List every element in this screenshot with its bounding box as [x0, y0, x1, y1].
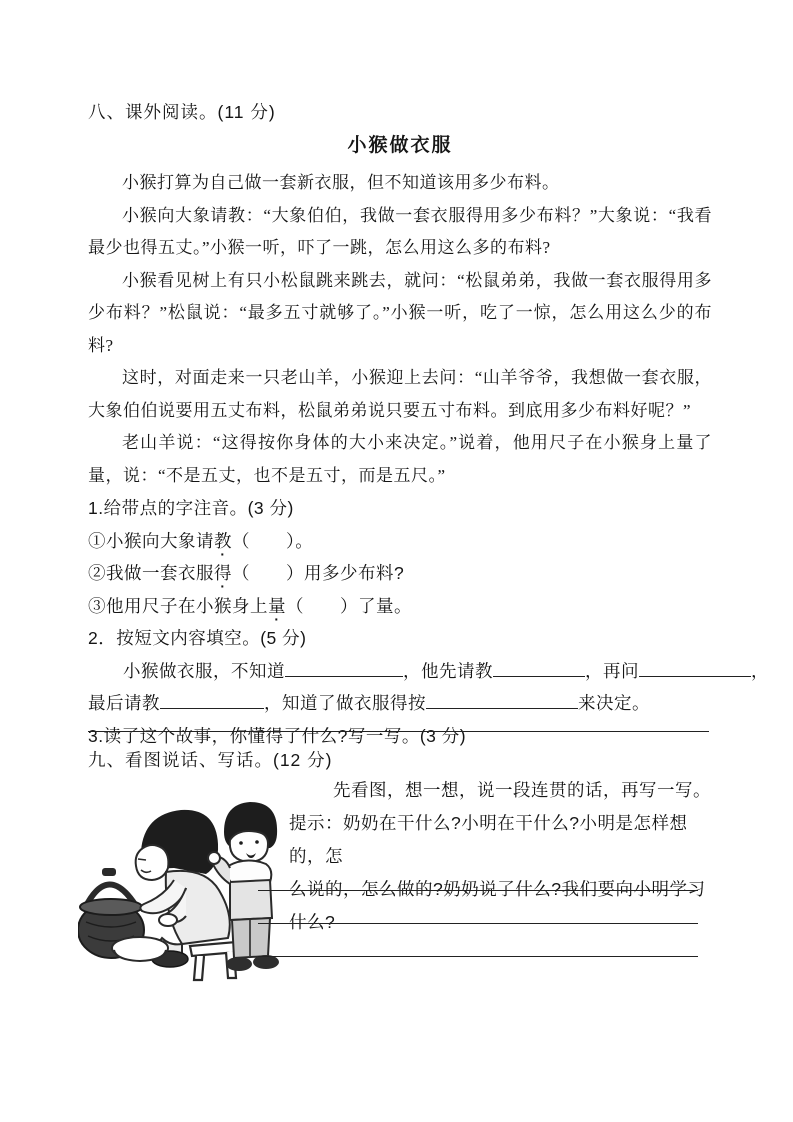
q1-item-text: （ ）了量。: [286, 595, 412, 616]
story-paragraph: 小猴打算为自己做一套新衣服，但不知道该用多少布料。: [122, 173, 560, 192]
q1-item-text: ②我做一套衣服: [88, 563, 214, 583]
story-paragraph: 小猴看见树上有只小松鼠跳来跳去，就问：“松鼠弟弟，我做一套衣服得用多少布料？”松鼠说：“最多五寸就够了。”小猴一听，吃了一惊，怎么用这么少的布料?: [88, 270, 712, 355]
grandma-face: [136, 845, 169, 880]
basket-grip: [102, 868, 116, 876]
illustration-grandma-and-boy: [78, 796, 290, 988]
story-title: 小猴做衣服: [347, 135, 453, 156]
fill-blank: [426, 691, 578, 710]
boy-eye-left: [239, 841, 243, 845]
q2-text: ，他先请教: [403, 660, 493, 681]
q2-text: 小猴做衣服，不知道: [123, 660, 285, 681]
q1-item-text: ①小猴向大象请: [88, 530, 214, 551]
section-9-intro: 先看图，想一想，说一段连贯的话，再写一写。: [333, 780, 711, 800]
writing-line: [258, 890, 698, 891]
q1-dotted-char: 教: [214, 530, 232, 551]
boy-hand: [208, 852, 220, 864]
section-8: [88, 97, 769, 752]
fill-blank: [493, 658, 585, 677]
writing-line: [258, 956, 698, 957]
section-9-hint-line1: 提示：奶奶在干什么?小明在干什么?小明是怎样想的，怎: [289, 813, 688, 866]
q1-item-text: （ ）用多少布料?: [232, 563, 405, 583]
q1-item-text: ③他用尺子在小猴身上: [88, 595, 268, 616]
grandma-eye: [138, 859, 146, 860]
question-3-heading: 3.读了这个故事，你懂得了什么?写一写。(3 分): [88, 725, 467, 746]
answer-line-q3: [88, 731, 709, 732]
section-9-instructions: [289, 774, 715, 939]
fill-blank: [285, 658, 403, 677]
question-1-item: [88, 590, 712, 623]
section-9-hint-line2: 么说的，怎么做的?奶奶说了什么?我们要向小明学习什么?: [289, 879, 706, 932]
question-2-fill-line-2: [88, 687, 712, 720]
story-paragraph: 老山羊说：“这得按你身体的大小来决定。”说着，他用尺子在小猴身上量了量，说：“不是五丈，也不是五寸，而是五尺。”: [88, 433, 712, 485]
section-8-heading: 八、课外阅读。(11 分): [88, 102, 276, 122]
boy-pants: [232, 918, 270, 958]
q2-text: 最后请教: [88, 693, 160, 713]
boy-shoe-right: [253, 955, 279, 969]
writing-line: [258, 923, 698, 924]
q1-dotted-char: 得: [214, 563, 232, 583]
basket-rim: [80, 899, 142, 915]
story-paragraph: 这时，对面走来一只老山羊，小猴迎上去问：“山羊爷爷，我想做一套衣服，大象伯伯说要用五丈布料，松鼠弟弟说只要五寸布料。到底用多少布料好呢？”: [88, 368, 712, 420]
q2-text: ，知道了做衣服得按: [264, 693, 426, 713]
q2-text: ，: [751, 660, 769, 681]
question-1-item: [88, 525, 712, 558]
story-paragraph: 小猴向大象请教：“大象伯伯，我做一套衣服得用多少布料？”大象说：“我看最少也得五丈。”小猴一听，吓了一跳，怎么用这么多的布料?: [88, 205, 712, 257]
boy-jacket: [230, 880, 272, 920]
q2-text: 来决定。: [578, 693, 650, 713]
boy-eye-right: [255, 840, 259, 844]
question-1-heading: 1.给带点的字注音。(3 分): [88, 498, 294, 518]
question-1-item: [88, 557, 712, 590]
question-2-fill-line-1: [88, 655, 769, 688]
question-2-heading: 2．按短文内容填空。(5 分): [88, 628, 307, 648]
q1-item-text: （ ）。: [232, 530, 314, 551]
boy-face: [230, 831, 268, 862]
fill-blank: [639, 658, 751, 677]
q1-dotted-char: 量: [268, 595, 286, 616]
fill-blank: [160, 691, 264, 710]
boy-shoe-left: [226, 957, 252, 971]
grandma-cup: [159, 914, 177, 926]
section-9-heading: 九、看图说话、写话。(12 分): [88, 750, 333, 770]
q2-text: ，再问: [585, 660, 639, 681]
